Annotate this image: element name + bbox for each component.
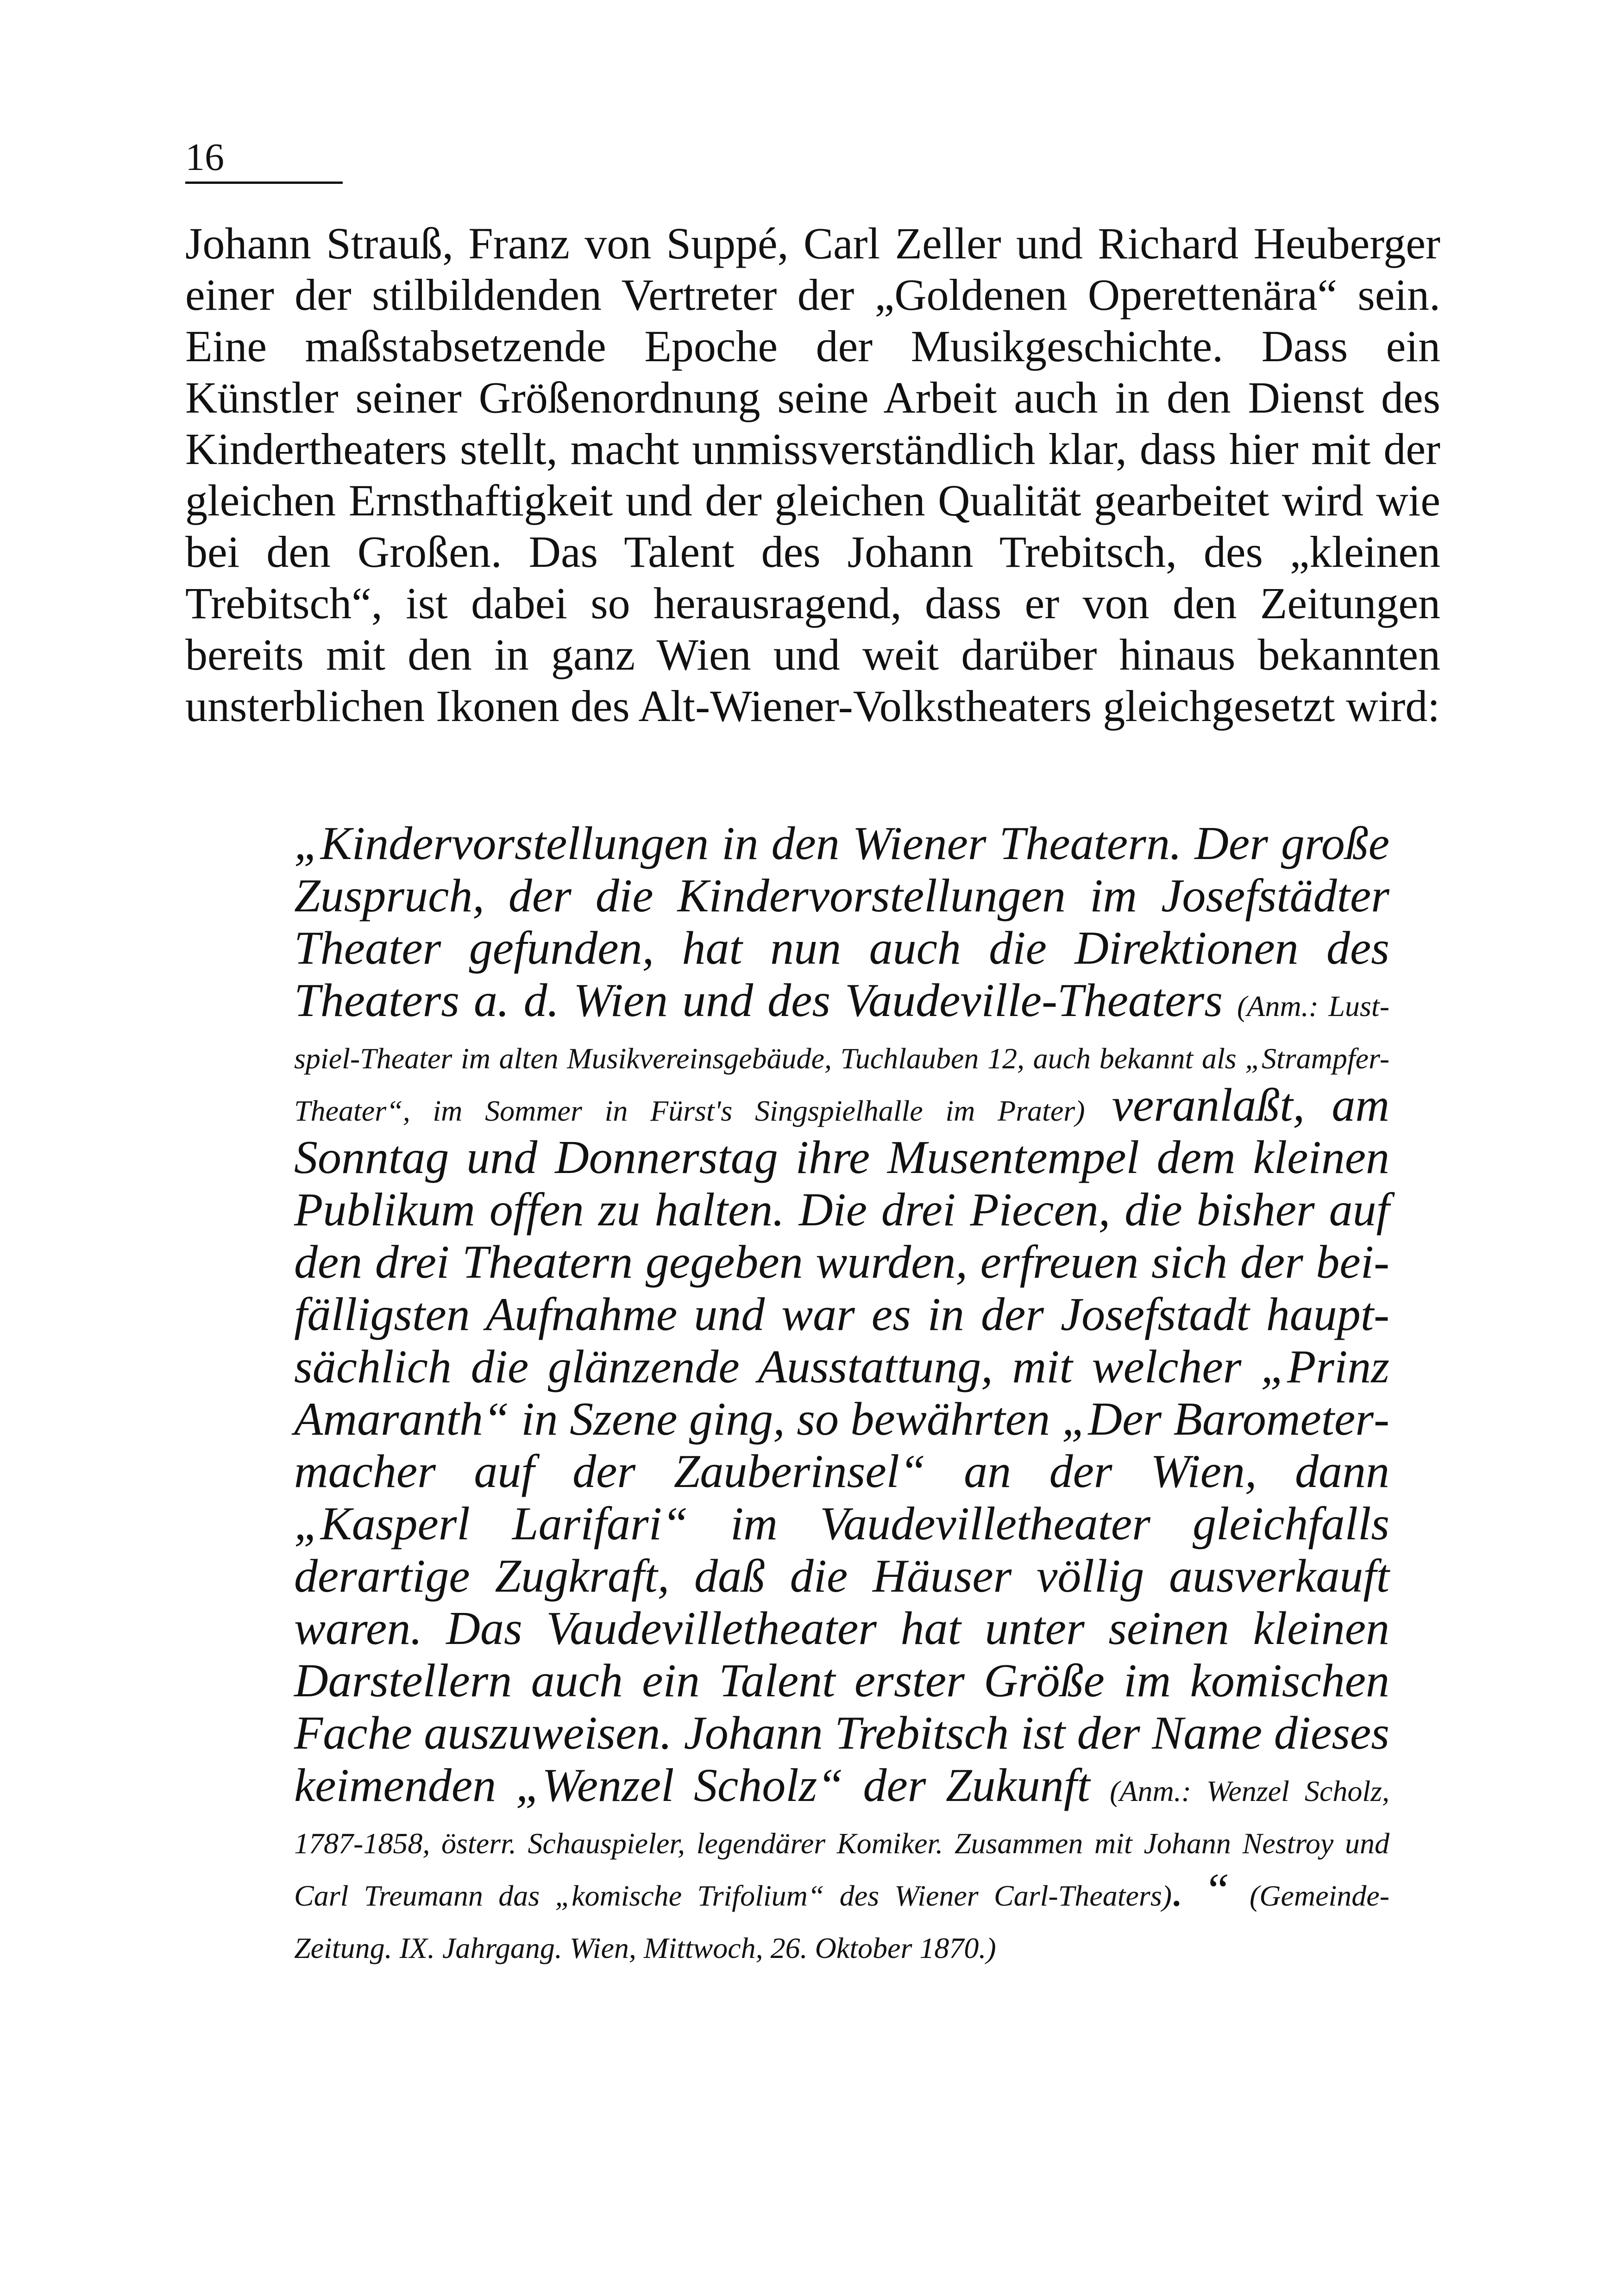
quote-text-part-1: „Kindervorstellungen in den Wiener Theatern. Der große Zuspruch, der die Kindervorstellungen im Josefstädter Theater gefunden, hat nun auch die Direktionen des Theaters a. d. Wien und des Vaudeville-Theaters <box>294 817 1389 1027</box>
block-quote <box>294 817 1389 1969</box>
editor-note-1: (Anm.: Lustspiel-Theater im alten Musikvereinsgebäude, Tuchlauben 12, auch bekannt als „Strampfer-Theater“, im Sommer in Fürst's Singspielhalle im Prater) <box>294 990 1389 1127</box>
quote-source: (Gemeinde-Zeitung. IX. Jahrgang. Wien, Mittwoch, 26. Oktober 1870.) <box>294 1879 1390 1964</box>
page-number: 16 <box>185 134 343 184</box>
quote-text-part-2: veranlaßt, am Sonntag und Donnerstag ihre Musentempel dem kleinen Publikum offen zu halten. Die drei Piecen, die bisher auf den drei Theatern gegeben wurden, erfreuen sich der beifälligsten Aufnahme und war es in der Josefstadt hauptsächlich die glänzende Ausstattung, mit welcher „Prinz Amaranth“ in Szene ging, so bewährten „Der Barometermacher auf der Zauberinsel“ an der Wien, dann „Kasperl Larifari“ im Vaudevilletheater gleichfalls derartige Zugkraft, daß die Häuser völlig ausverkauft waren. Das Vaudevilletheater hat unter seinen kleinen Darstellern auch ein Talent erster Größe im komischen Fache auszuweisen. Johann Trebitsch ist der Name dieses keimenden „Wenzel Scholz“ der Zukunft <box>294 1079 1390 1812</box>
quote-closing-mark: . “ <box>1172 1864 1250 1916</box>
body-paragraph: Johann Strauß, Franz von Suppé, Carl Zeller und Richard Heuberger einer der stilbildenden Vertreter der „Goldenen Operettenära“ sein. Eine maßstabsetzende Epoche der Musikgeschichte. Dass ein Künstler seiner Größenordnung seine Arbeit auch in den Dienst des Kindertheaters stellt, macht unmissverständlich klar, dass hier mit der gleichen Ernsthaftigkeit und der gleichen Qualität gearbeitet wird wie bei den Großen. Das Talent des Johann Trebitsch, des „kleinen Trebitsch“, ist dabei so herausragend, dass er von den Zeitungen bereits mit den in ganz Wien und weit darüber hinaus bekannten unsterblichen Ikonen des Alt-Wiener-Volkstheaters gleichgesetzt wird: <box>185 219 1440 731</box>
editor-note-2: (Anm.: Wenzel Scholz, 1787-1858, österr. Schauspieler, legendärer Komiker. Zusammen mit Johann Nestroy und Carl Treumann das „komische Trifolium“ des Wiener Carl-Theaters) <box>294 1775 1390 1912</box>
